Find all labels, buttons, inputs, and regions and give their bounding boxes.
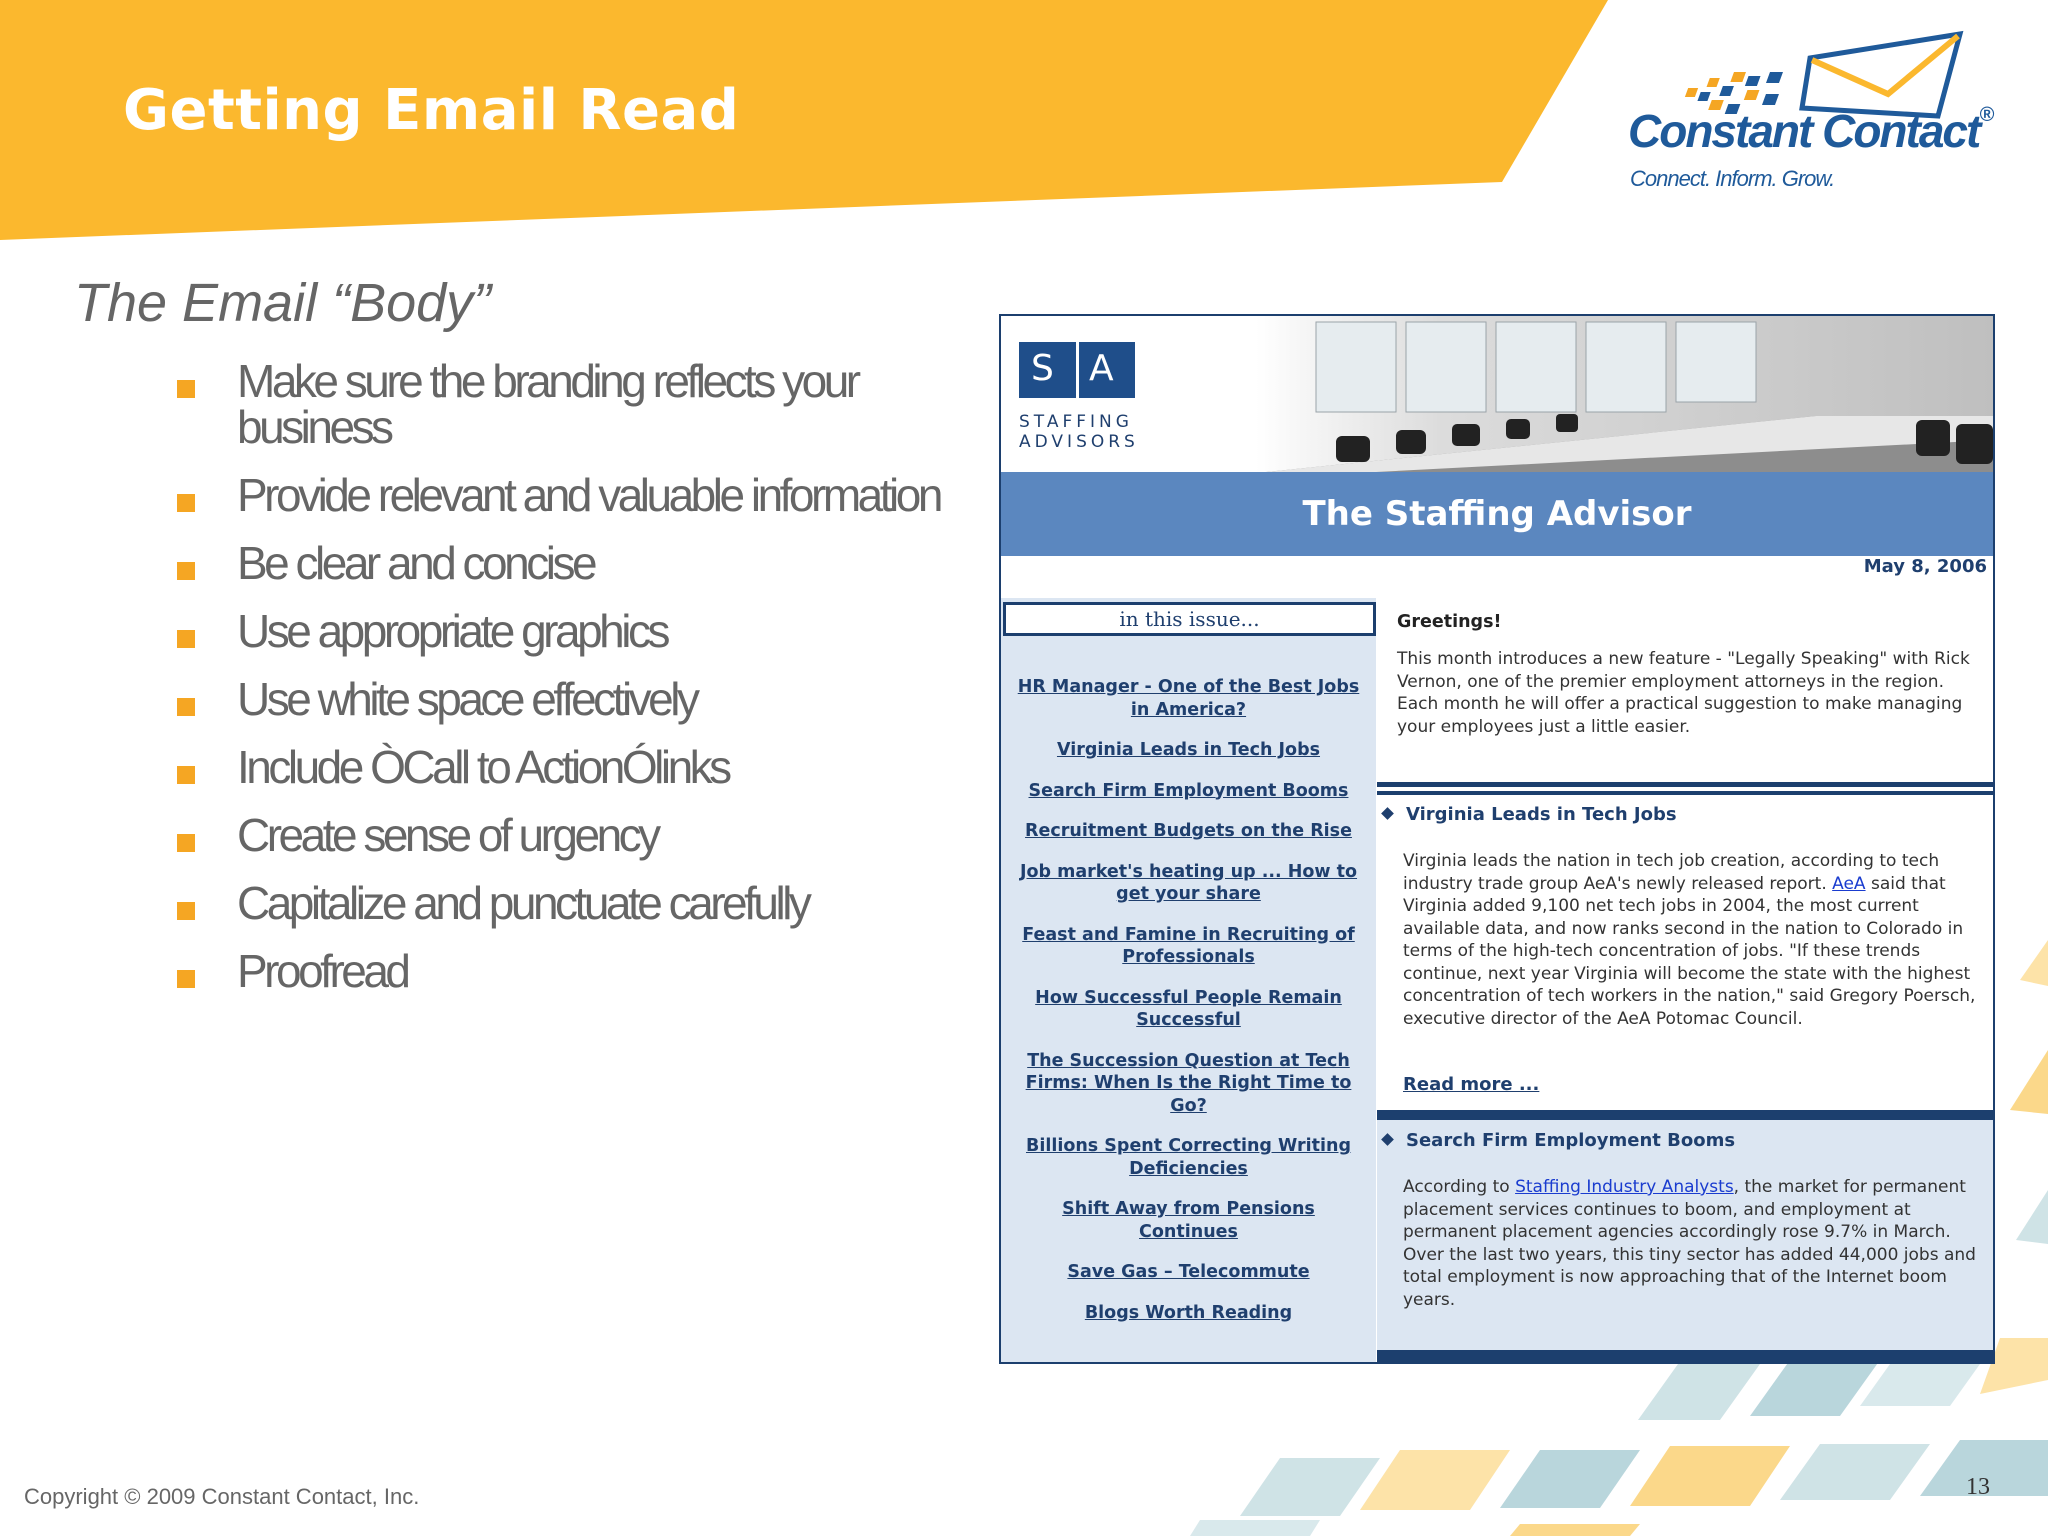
toc-link[interactable]: Shift Away from Pensions Continues	[1062, 1199, 1315, 1242]
conference-room-photo	[1256, 316, 1993, 472]
logo-tagline: Connect. Inform. Grow.	[1630, 166, 1835, 191]
page-number: 13	[1966, 1474, 1990, 1500]
toc-link[interactable]: Save Gas – Telecommute	[1067, 1262, 1310, 1282]
bottom-bar	[1377, 1350, 1993, 1362]
toc-heading: in this issue...	[1003, 602, 1376, 636]
bullet-square-icon	[177, 834, 195, 852]
toc-link[interactable]: Virginia Leads in Tech Jobs	[1056, 740, 1321, 760]
decorative-tiles-right	[1990, 900, 2048, 1320]
aea-link[interactable]: AeA	[1832, 873, 1866, 894]
bullet-square-icon	[177, 380, 195, 398]
toc-link[interactable]: Feast and Famine in Recruiting of Professionals	[1022, 924, 1355, 967]
read-more-link[interactable]: Read more ...	[1403, 1074, 1540, 1095]
bullet-square-icon	[177, 902, 195, 920]
greeting-title: Greetings!	[1397, 612, 1502, 632]
article-title: Search Firm Employment Booms	[1383, 1130, 1735, 1151]
bullet-item: Proofread	[175, 948, 965, 994]
logo-wordmark: Constant Contact®	[1628, 104, 1993, 157]
newsletter-date: May 8, 2006	[1863, 556, 1987, 577]
article-body: Virginia leads the nation in tech job creation, according to tech industry trade group AeA's newly released report. AeA said that Virginia added 9,100 net tech jobs in 2004, the most current available data, and now ranks second in the nation to Colorado in terms of the high-tech concentration of jobs. "If these trends continue, next year Virginia will become the state with the highest concentration of tech workers in the nation," said Gregory Poersch, executive director of the AeA Potomac Council.	[1403, 851, 1976, 1029]
toc-link[interactable]: Job market's heating up ... How to get your share	[1019, 861, 1358, 904]
newsletter-screenshot	[999, 314, 1995, 1364]
bullet-item: Create sense of urgency	[175, 812, 965, 858]
bullet-square-icon	[177, 494, 195, 512]
toc-link[interactable]: HR Manager - One of the Best Jobs in America?	[1017, 677, 1360, 720]
section-divider	[1377, 1110, 1993, 1120]
diamond-bullet-icon	[1381, 807, 1394, 820]
bullet-list	[175, 355, 965, 1016]
bullet-item: Include ÒCall to ActionÓlinks	[175, 744, 965, 790]
copyright: Copyright © 2009 Constant Contact, Inc.	[24, 1484, 420, 1509]
section-divider	[1377, 782, 1993, 796]
article-title: Virginia Leads in Tech Jobs	[1383, 804, 1677, 825]
bullet-square-icon	[177, 630, 195, 648]
diamond-bullet-icon	[1381, 1133, 1394, 1146]
toc-link[interactable]: The Succession Question at Tech Firms: When Is the Right Time to Go?	[1025, 1050, 1352, 1116]
toc-link[interactable]: Billions Spent Correcting Writing Deficiencies	[1025, 1136, 1352, 1179]
staffing-advisors-logo: S A	[1019, 342, 1135, 398]
toc-link[interactable]: Blogs Worth Reading	[1084, 1302, 1293, 1323]
brand-name: STAFFING ADVISORS	[1019, 412, 1139, 452]
article-body: According to Staffing Industry Analysts, the market for permanent placement services continues to boom, and employment at permanent placement agencies accordingly rose 9.7% in March. Over the last two years, this tiny sector has added 44,000 jobs and total employment is now approaching that of the Internet boom years.	[1403, 1177, 1976, 1310]
slide-title: Getting Email Read	[123, 78, 740, 143]
bullet-item: Provide relevant and valuable information	[175, 472, 965, 518]
bullet-square-icon	[177, 562, 195, 580]
newsletter-banner	[1001, 316, 1993, 472]
toc-list	[1001, 676, 1376, 1342]
toc-link[interactable]: Recruitment Budgets on the Rise	[1025, 821, 1352, 841]
section-heading: The Email “Body”	[74, 273, 492, 333]
bullet-square-icon	[177, 970, 195, 988]
greeting-body: This month introduces a new feature - "Legally Speaking" with Rick Vernon, one of the premier employment attorneys in the region. Each month he will offer a practical suggestion to make managing your employees just a little easier.	[1397, 649, 1970, 737]
bullet-item: Use appropriate graphics	[175, 608, 965, 654]
staffing-industry-analysts-link[interactable]: Staffing Industry Analysts	[1515, 1177, 1734, 1197]
toc-link[interactable]: Search Firm Employment Booms	[1028, 780, 1349, 801]
bullet-item: Make sure the branding reflects your business	[175, 358, 965, 450]
bullet-item: Use white space effectively	[175, 676, 965, 722]
newsletter-title: The Staffing Advisor	[1302, 494, 1692, 534]
bullet-square-icon	[177, 766, 195, 784]
bullet-item: Capitalize and punctuate carefully	[175, 880, 965, 926]
bullet-square-icon	[177, 698, 195, 716]
toc-link[interactable]: How Successful People Remain Successful	[1035, 987, 1342, 1030]
bullet-item: Be clear and concise	[175, 540, 965, 586]
